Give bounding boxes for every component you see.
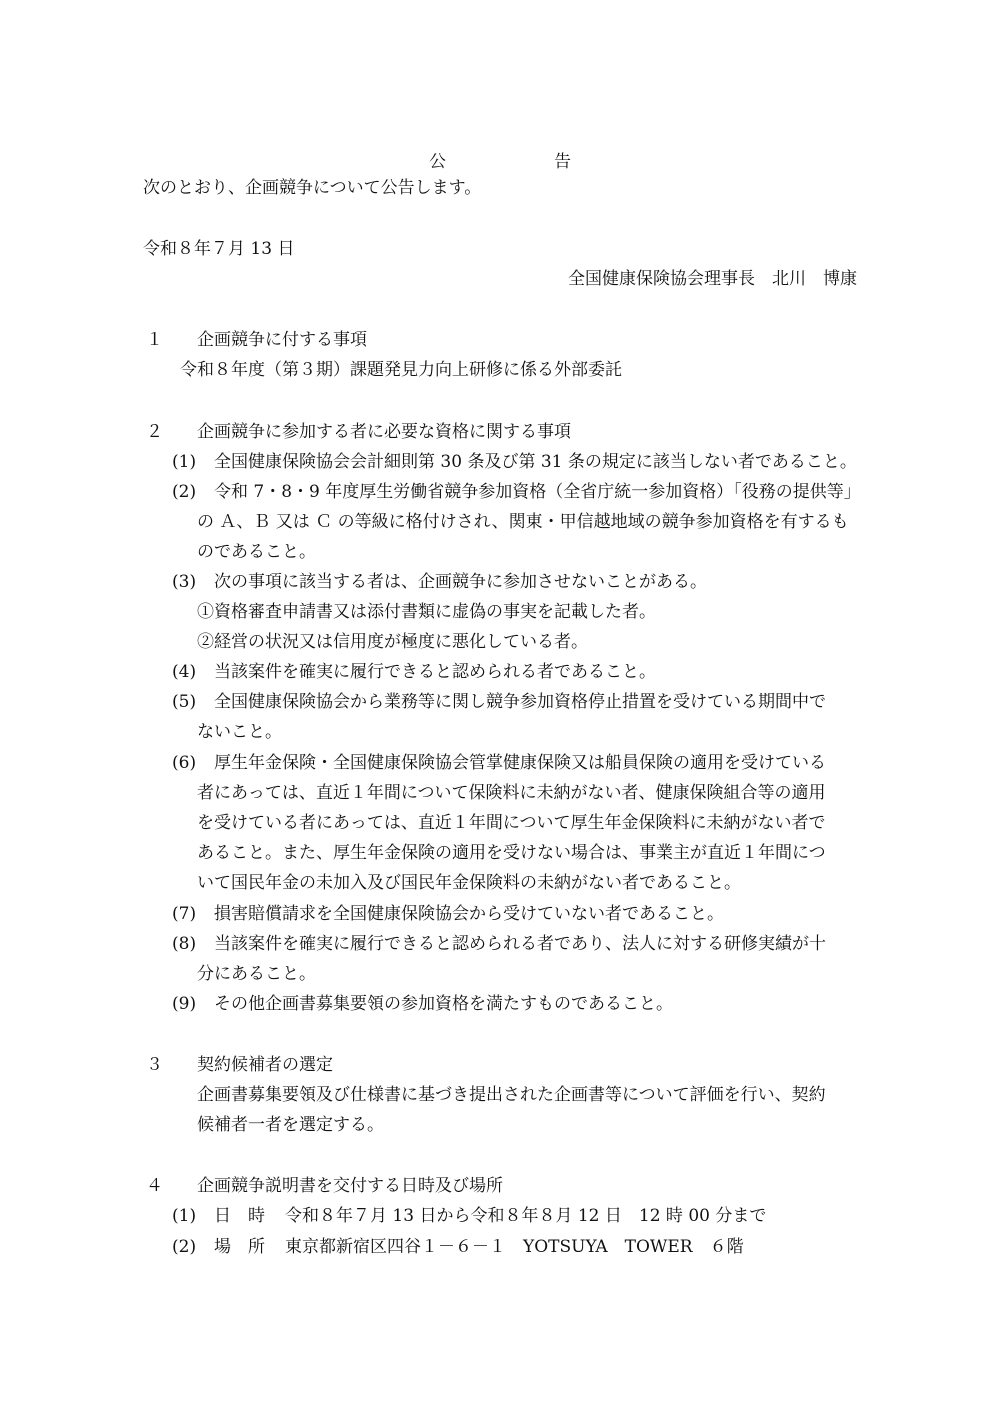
item-2-3-number: (3): [172, 572, 197, 592]
item-4-1-label: 日 時: [214, 1206, 265, 1226]
item-2-9-number: (9): [172, 994, 197, 1014]
item-2-5-line: ないこと。: [197, 722, 282, 742]
item-4-1-value: 令和８年７月 13 日から令和８年８月 12 日 12 時 00 分まで: [285, 1206, 767, 1226]
item-2-4-line: 当該案件を確実に履行できると認められる者であること。: [214, 662, 656, 682]
item-2-9-line: その他企画書募集要領の参加資格を満たすものであること。: [214, 994, 673, 1014]
item-2-2-line: のであること。: [197, 542, 316, 562]
section-3-number: ３: [146, 1055, 163, 1075]
item-2-7-number: (7): [172, 904, 197, 924]
item-2-5-number: (5): [172, 692, 197, 712]
section-3-line: 企画書募集要領及び仕様書に基づき提出された企画書等について評価を行い、契約: [197, 1085, 826, 1105]
item-4-2-label: 場 所: [214, 1237, 265, 1257]
section-1-number: １: [146, 330, 163, 350]
item-2-1-number: (1): [172, 452, 197, 472]
section-3-heading: 契約候補者の選定: [197, 1055, 333, 1075]
section-4-number: ４: [146, 1176, 163, 1196]
section-2-number: ２: [146, 422, 163, 442]
item-2-2-line: の Ａ、Ｂ 又は Ｃ の等級に格付けされ、関東・甲信越地域の競争参加資格を有するも: [197, 512, 849, 532]
item-2-8-line: 分にあること。: [197, 964, 316, 984]
section-1-heading: 企画競争に付する事項: [197, 330, 367, 350]
item-4-1-number: (1): [172, 1206, 197, 1226]
item-2-8-number: (8): [172, 934, 197, 954]
item-2-6-line: を受けている者にあっては、直近１年間について厚生年金保険料に未納がない者で: [197, 813, 826, 833]
item-2-6-number: (6): [172, 753, 197, 773]
item-2-5-line: 全国健康保険協会から業務等に関し競争参加資格停止措置を受けている期間中で: [214, 692, 826, 712]
issuer-name: 全国健康保険協会理事長 北川 博康: [568, 269, 857, 289]
item-2-6-line: 者にあっては、直近１年間について保険料に未納がない者、健康保険組合等の適用: [197, 783, 826, 803]
page-title: [0, 150, 1000, 174]
item-4-2-value: 東京都新宿区四谷１－６－１ YOTSUYA TOWER ６階: [285, 1237, 744, 1257]
notice-date: 令和８年７月 13 日: [143, 239, 295, 259]
section-4-heading: 企画競争説明書を交付する日時及び場所: [197, 1176, 503, 1196]
title-char-1: 公: [429, 152, 446, 172]
section-2-heading: 企画競争に参加する者に必要な資格に関する事項: [197, 422, 571, 442]
item-2-3-sub: ①資格審査申請書又は添付書類に虚偽の事実を記載した者。: [197, 602, 656, 622]
item-2-1-line: 全国健康保険協会会計細則第 30 条及び第 31 条の規定に該当しない者であること。: [214, 452, 857, 472]
item-2-7-line: 損害賠償請求を全国健康保険協会から受けていない者であること。: [214, 904, 724, 924]
item-2-2-line: 令和 7・8・9 年度厚生労働省競争参加資格（全省庁統一参加資格）「役務の提供等」: [214, 482, 861, 502]
item-4-2-number: (2): [172, 1237, 197, 1257]
section-3-line: 候補者一者を選定する。: [197, 1115, 384, 1135]
item-2-6-line: あること。また、厚生年金保険の適用を受けない場合は、事業主が直近１年間につ: [197, 843, 826, 863]
section-1-body: 令和８年度（第３期）課題発見力向上研修に係る外部委託: [180, 360, 622, 380]
item-2-3-line: 次の事項に該当する者は、企画競争に参加させないことがある。: [214, 572, 707, 592]
title-char-2: 告: [554, 152, 571, 172]
item-2-6-line: いて国民年金の未加入及び国民年金保険料の未納がない者であること。: [197, 873, 741, 893]
item-2-4-number: (4): [172, 662, 197, 682]
item-2-2-number: (2): [172, 482, 197, 502]
item-2-3-sub: ②経営の状況又は信用度が極度に悪化している者。: [197, 632, 588, 652]
item-2-6-line: 厚生年金保険・全国健康保険協会管掌健康保険又は船員保険の適用を受けている: [214, 753, 826, 773]
item-2-8-line: 当該案件を確実に履行できると認められる者であり、法人に対する研修実績が十: [214, 934, 826, 954]
intro-text: 次のとおり、企画競争について公告します。: [143, 178, 482, 198]
